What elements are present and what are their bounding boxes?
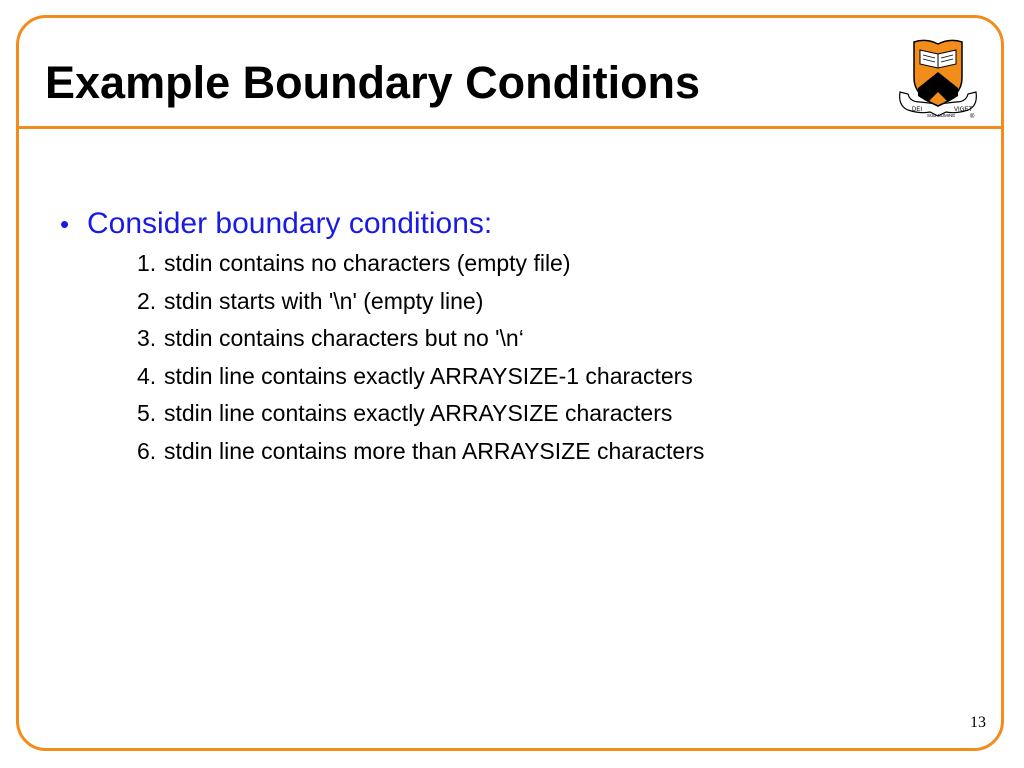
list-number: 3. bbox=[137, 325, 157, 351]
slide-content bbox=[60, 203, 980, 470]
list-number: 4. bbox=[137, 362, 157, 389]
motto-left: DEI bbox=[912, 107, 923, 113]
list-text: stdin contains characters but no '\n‘ bbox=[164, 325, 524, 351]
list-number: 5. bbox=[137, 400, 157, 426]
bullet-item bbox=[60, 203, 980, 245]
bullet-glyph: • bbox=[60, 209, 70, 239]
numbered-list bbox=[60, 245, 980, 470]
motto-center: SUB NUMINE bbox=[927, 113, 956, 118]
list-text: stdin starts with '\n' (empty line) bbox=[164, 287, 484, 314]
slide-title: Example Boundary Conditions bbox=[45, 57, 701, 108]
list-item bbox=[137, 283, 980, 321]
list-item bbox=[137, 433, 980, 471]
title-divider bbox=[18, 126, 1003, 129]
list-item bbox=[137, 358, 980, 396]
list-text: stdin line contains more than ARRAYSIZE characters bbox=[164, 437, 705, 464]
page-number: 13 bbox=[970, 714, 986, 731]
list-text: stdin line contains exactly ARRAYSIZE-1 characters bbox=[164, 362, 693, 389]
princeton-shield-icon bbox=[896, 34, 980, 120]
list-text: stdin line contains exactly ARRAYSIZE characters bbox=[164, 400, 673, 426]
list-number: 1. bbox=[137, 250, 157, 276]
list-number: 2. bbox=[137, 287, 157, 314]
motto-right: VIGET bbox=[954, 107, 973, 113]
list-text: stdin contains no characters (empty file) bbox=[164, 250, 571, 276]
list-number: 6. bbox=[137, 437, 157, 464]
list-item bbox=[137, 395, 980, 433]
list-item bbox=[137, 320, 980, 358]
bullet-text: Consider boundary conditions: bbox=[87, 207, 493, 240]
list-item bbox=[137, 245, 980, 283]
registered-mark: ® bbox=[970, 114, 975, 120]
